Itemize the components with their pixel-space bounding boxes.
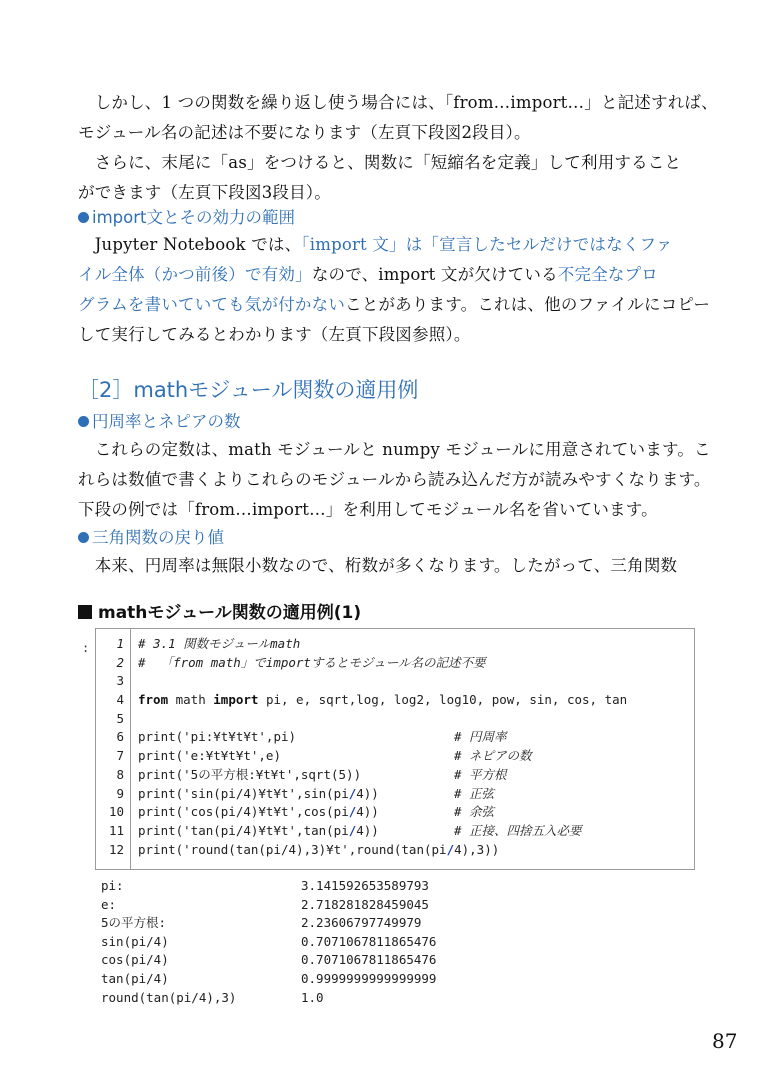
line-number: 8 (116, 766, 124, 782)
code-comment: # 円周率 (454, 729, 507, 745)
pi-paragraph (78, 435, 711, 525)
code-line: 6 print('pi:¥t¥t¥t',pi) # 円周率 (96, 728, 694, 747)
figure-caption: mathモジュール関数の適用例(1) (78, 598, 361, 623)
intro-line: しかし、1 つの関数を繰り返し使う場合には、「from…import…」と記述すれば、 (78, 93, 718, 112)
cell-marker: : (82, 641, 90, 655)
pi-section-heading: 円周率とネピアの数 (78, 410, 241, 434)
keyword: from (138, 692, 169, 708)
code-line (96, 672, 694, 691)
code-comment: # 正接、四捨五入必要 (454, 822, 582, 838)
intro-line: ができます（左頁下段図3段目）。 (78, 183, 331, 202)
code-line: 8 print('5の平方根:¥t¥t',sqrt(5)) # 平方根 (96, 766, 694, 785)
code-line: 7 print('e:¥t¥t¥t',e) # ネピアの数 (96, 747, 694, 766)
bullet-dot-icon (78, 416, 89, 427)
code-line: 9 print('sin(pi/4)¥t¥t',sin(pi/4)) # 正弦 (96, 785, 694, 804)
line-number: 4 (116, 692, 124, 708)
code-comment: # ネピアの数 (454, 748, 532, 764)
output-row: e: 2.718281828459045 (101, 896, 429, 912)
intro-line: さらに、末尾に「as」をつけると、関数に「短縮名を定義」して利用すること (78, 153, 682, 172)
trig-paragraph (78, 551, 690, 581)
import-line: Jupyter Notebook では、「import 文」は「宣言したセルだけではなくファ (78, 235, 673, 254)
code-cell (95, 628, 695, 870)
output-row: sin(pi/4) 0.7071067811865476 (101, 933, 437, 949)
output-row: tan(pi/4) 0.9999999999999999 (101, 970, 437, 986)
square-bullet-icon (78, 605, 92, 619)
import-paragraph (78, 230, 711, 350)
code-line: 4 from math import pi, e, sqrt,log, log2, log10, pow, sin, cos, tan (96, 691, 694, 710)
output-row: cos(pi/4) 0.7071067811865476 (101, 952, 437, 968)
trig-section-heading: 三角関数の戻り値 (78, 526, 224, 550)
code-line: 11 print('tan(pi/4)¥t¥t',tan(pi/4)) # 正接、四捨五入必要 (96, 822, 694, 841)
code-line: 2 # 「from math」でimportするとモジュール名の記述不要 (96, 654, 694, 673)
code-line: 1 # 3.1 関数モジュールmath (96, 635, 694, 654)
code-comment: # 正弦 (454, 785, 495, 801)
line-number: 3 (116, 673, 124, 689)
line-number: 6 (116, 729, 124, 745)
bullet-dot-icon (78, 212, 89, 223)
code-line (96, 710, 694, 729)
import-line: グラムを書いていても気が付かないことがあります。これは、他のファイルにコピー (78, 295, 711, 314)
code-lines (96, 635, 694, 859)
line-number: 9 (116, 785, 124, 801)
section-title: ［2］mathモジュール関数の適用例 (78, 378, 419, 402)
pi-line: れらは数値で書くよりこれらのモジュールから読み込んだ方が読みやすくなります。 (78, 470, 711, 489)
trig-line: 本来、円周率は無限小数なので、桁数が多くなります。したがって、三角関数 (78, 556, 678, 575)
pi-line: これらの定数は、math モジュールと numpy モジュールに用意されています。こ (78, 440, 711, 459)
code-line: 12 print('round(tan(pi/4),3)¥t',round(tan(pi/4),3)) (96, 841, 694, 860)
bullet-dot-icon (78, 532, 89, 543)
import-section-heading: import文とその効力の範囲 (78, 206, 295, 230)
pi-line: 下段の例では「from…import…」を利用してモジュール名を省いています。 (78, 500, 658, 519)
import-line: して実行してみるとわかります（左頁下段図参照）。 (78, 325, 471, 344)
code-line: 10 print('cos(pi/4)¥t¥t',cos(pi/4)) # 余弦 (96, 803, 694, 822)
intro-line: モジュール名の記述は不要になります（左頁下段図2段目）。 (78, 123, 531, 142)
line-number: 5 (116, 710, 124, 726)
line-number: 12 (108, 841, 124, 857)
output-row: 5の平方根: 2.23606797749979 (101, 915, 422, 931)
line-number: 10 (108, 804, 124, 820)
cell-output (101, 877, 501, 1007)
intro-paragraph (78, 88, 718, 208)
line-number: 7 (116, 748, 124, 764)
line-number: 11 (108, 822, 124, 838)
output-row: pi: 3.141592653589793 (101, 878, 429, 893)
import-line: イル全体（かつ前後）で有効」なので、import 文が欠けている不完全なプロ (78, 265, 658, 284)
keyword: import (213, 692, 259, 708)
code-comment: # 余弦 (454, 804, 495, 820)
line-number: 2 (116, 654, 124, 670)
page-number: 87 (712, 1029, 738, 1053)
code-comment: # 平方根 (454, 766, 507, 782)
output-row: round(tan(pi/4),3) 1.0 (101, 989, 324, 1005)
line-number: 1 (116, 636, 124, 651)
